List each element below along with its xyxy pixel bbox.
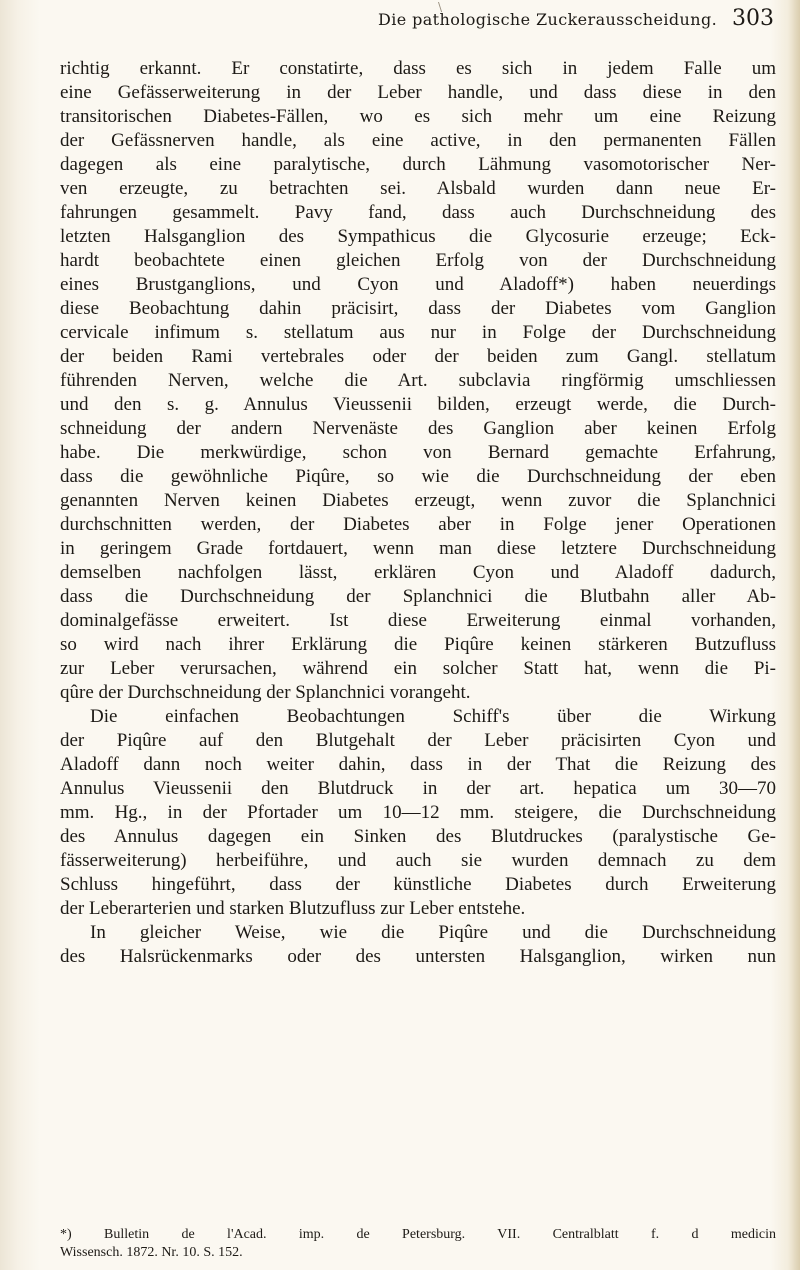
text-line: der Leberarterien und starken Blutzufluss zur Leber entstehe.	[60, 898, 526, 919]
text-line: des Annulus dagegen ein Sinken des Blutdruckes (paralystische Ge-	[60, 826, 776, 847]
text-line: so wird nach ihrer Erklärung die Piqûre keinen stärkeren Butzufluss	[60, 634, 776, 655]
text-line: fässerweiterung) herbeiführe, und auch sie wurden demnach zu dem	[60, 850, 776, 871]
text-line: durchschnitten werden, der Diabetes aber in Folge jener Operationen	[60, 514, 776, 535]
running-title: Die pathologische Zuckerausscheidung.	[378, 10, 718, 29]
body-text	[60, 57, 776, 969]
text-line: dass die Durchschneidung der Splanchnici die Blutbahn aller Ab-	[60, 586, 776, 607]
text-line: eine Gefässerweiterung in der Leber handle, und dass diese in den	[60, 82, 776, 103]
text-line: eines Brustganglions, und Cyon und Aladoff*) haben neuerdings	[60, 274, 776, 295]
text-line: und den s. g. Annulus Vieussenii bilden, erzeugt werde, die Durch-	[60, 394, 776, 415]
text-line: dass die gewöhnliche Piqûre, so wie die Durchschneidung der eben	[60, 466, 776, 487]
text-line: qûre der Durchschneidung der Splanchnici vorangeht.	[60, 682, 471, 703]
text-line: zur Leber verursachen, während ein solcher Statt hat, wenn die Pi-	[60, 658, 776, 679]
text-line: dagegen als eine paralytische, durch Lähmung vasomotorischer Ner-	[60, 154, 776, 175]
text-line: In gleicher Weise, wie die Piqûre und die Durchschneidung	[90, 922, 776, 943]
text-line: habe. Die merkwürdige, schon von Bernard gemachte Erfahrung,	[60, 442, 776, 463]
text-line: schneidung der andern Nervenäste des Ganglion aber keinen Erfolg	[60, 418, 776, 439]
text-line: cervicale infimum s. stellatum aus nur in Folge der Durchschneidung	[60, 322, 776, 343]
text-line: letzten Halsganglion des Sympathicus die Glycosurie erzeuge; Eck-	[60, 226, 776, 247]
footnote-line: Wissensch. 1872. Nr. 10. S. 152.	[60, 1245, 243, 1260]
text-line: des Halsrückenmarks oder des untersten Halsganglion, wirken nun	[60, 946, 776, 967]
text-line: Annulus Vieussenii den Blutdruck in der art. hepatica um 30—70	[60, 778, 776, 799]
text-line: diese Beobachtung dahin präcisirt, dass der Diabetes vom Ganglion	[60, 298, 776, 319]
text-line: der Piqûre auf den Blutgehalt der Leber präcisirten Cyon und	[60, 730, 776, 751]
text-line: mm. Hg., in der Pfortader um 10—12 mm. steigere, die Durchschneidung	[60, 802, 776, 823]
text-line: genannten Nerven keinen Diabetes erzeugt, wenn zuvor die Splanchnici	[60, 490, 776, 511]
text-line: führenden Nerven, welche die Art. subclavia ringförmig umschliessen	[60, 370, 776, 391]
text-line: demselben nachfolgen lässt, erklären Cyon und Aladoff dadurch,	[60, 562, 776, 583]
text-line: Die einfachen Beobachtungen Schiff's über die Wirkung	[90, 706, 776, 727]
text-line: in geringem Grade fortdauert, wenn man diese letztere Durchschneidung	[60, 538, 776, 559]
page-number: 303	[732, 6, 774, 31]
text-line: hardt beobachtete einen gleichen Erfolg von der Durchschneidung	[60, 250, 776, 271]
margin-mark: \	[438, 0, 443, 14]
text-line: fahrungen gesammelt. Pavy fand, dass auch Durchschneidung des	[60, 202, 776, 223]
text-line: transitorischen Diabetes-Fällen, wo es sich mehr um eine Reizung	[60, 106, 776, 127]
footnote-line: *) Bulletin de l'Acad. imp. de Petersburg. VII. Centralblatt f. d medicin	[60, 1227, 776, 1242]
text-line: Aladoff dann noch weiter dahin, dass in der That die Reizung des	[60, 754, 776, 775]
text-line: dominalgefässe erweitert. Ist diese Erweiterung einmal vorhanden,	[60, 610, 776, 631]
text-line: der beiden Rami vertebrales oder der beiden zum Gangl. stellatum	[60, 346, 776, 367]
text-line: der Gefässnerven handle, als eine active, in den permanenten Fällen	[60, 130, 776, 151]
footnote	[60, 1226, 776, 1262]
text-line: Schluss hingeführt, dass der künstliche Diabetes durch Erweiterung	[60, 874, 776, 895]
text-line: ven erzeugte, zu betrachten sei. Alsbald wurden dann neue Er-	[60, 178, 776, 199]
text-line: richtig erkannt. Er constatirte, dass es sich in jedem Falle um	[60, 58, 776, 79]
page-edge-shadow	[788, 0, 800, 1270]
